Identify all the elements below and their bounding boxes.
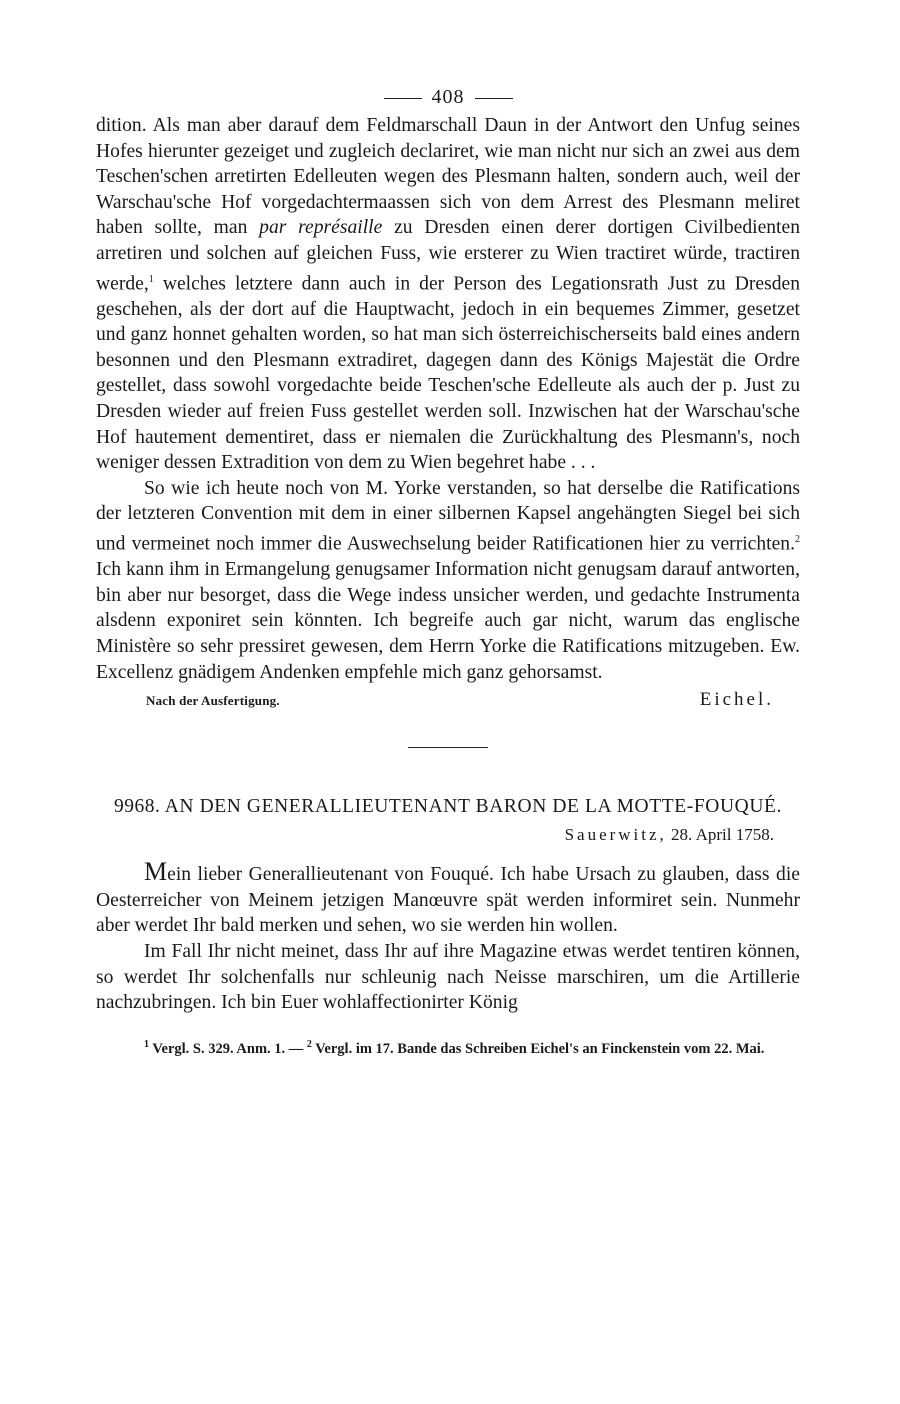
italic-phrase: par représaille (259, 217, 383, 239)
date-place: Sauerwitz, (564, 825, 667, 845)
footnote-mark: 1 (144, 1038, 149, 1050)
page-number-dash-right (475, 98, 513, 99)
letter-paragraph: Im Fall Ihr nicht meinet, dass Ihr auf ihre Magazine etwas werdet tentiren können, so werdet Ihr solchenfalls nur schleunig nach Neisse marschiren, um die Artillerie nachzubringen. Ich bin Euer wohlaffectionirter König (96, 940, 800, 1014)
paragraph-text: dition. Als man aber darauf dem Feldmarschall Daun in der Antwort den Unfug seines Hofes hierunter gezeiget und zugleich declariret, wie man nicht nur sich an zwei aus dem Teschen'schen arretirten Edelleuten wegen des Plesmann halten, sondern auch, weil der Warschau'sche Hof vorgedachtermaassen sich von dem Arrest des Plesmann meliret haben sollte, man (96, 115, 800, 239)
footnote-reference[interactable]: 1 (148, 273, 154, 285)
footnote-reference[interactable]: 2 (795, 534, 800, 546)
letter-heading (96, 794, 800, 819)
footnotes (96, 1034, 800, 1060)
signature-row (96, 689, 800, 711)
footnote-line (96, 1034, 800, 1060)
paragraph-text: So wie ich heute noch von M. Yorke verstanden, so hat derselbe die Ratifications der letzteren Convention mit dem in einer silbernen Kapsel angehängten Siegel bei sich und vermeinet noch immer die Auswechselung beider Ratificationen hier zu verrichten. (96, 477, 800, 555)
page-number-dash-left (384, 98, 422, 99)
page-number: 408 (431, 86, 465, 108)
initial-letter: M (144, 857, 168, 887)
page-number-line (96, 86, 800, 109)
paragraph-text: zu Dresden einen derer dortigen Civilbedienten arretiren und solchen auf gleichen Fuss, wie ersterer zu Wien tractiret würde, tractiren werde, (96, 217, 800, 295)
dateline (96, 825, 800, 845)
letter-title: AN DEN GENERALLIEUTENANT BARON DE LA MOTTE-FOUQUÉ. (164, 796, 783, 818)
document-page (96, 86, 800, 1060)
footnote-mark: 2 (306, 1038, 312, 1050)
paragraph-text: welches letztere dann auch in der Person des Legationsrath Just zu Dresden geschehen, als der dort auf die Hauptwacht, jedoch in ein bequemes Zimmer, gesetzet und ganz honnet gehalten worden, so hat man sich österreichischerseits bald eines andern besonnen und den Plesmann extradiret, dagegen dann des Königs Majestät die Ordre gestellet, dass sowohl vorgedachte beide Teschen'sche Edelleute als auch der p. Just zu Dresden wieder auf freien Fuss gestellet werden soll. Inzwischen hat der Warschau'sche Hof hautement dementiret, dass er niemalen die Zurückhaltung des Plesmann's, noch weniger dessen Extradition von dem zu Wien begehret habe . . . (96, 273, 800, 474)
source-note: Nach der Ausfertigung. (146, 693, 280, 709)
second-paragraph (96, 476, 800, 685)
footnote-text: Vergl. S. 329. Anm. 1. — (149, 1040, 307, 1057)
paragraph-text: ein lieber Generallieutenant von Fouqué. Ich habe Ursach zu glauben, dass die Oesterreicher von Meinem jetzigen Manœuvre spät werden informiret sein. Nunmehr aber werdet Ihr bald merken und sehen, wo sie werden hin wollen. (96, 864, 800, 937)
body-text (96, 113, 800, 685)
letter-number: 9968. (113, 796, 161, 818)
date: 28. April 1758. (671, 825, 774, 845)
section-divider (408, 747, 488, 748)
continuation-paragraph (96, 113, 800, 476)
letter-body (96, 859, 800, 1016)
signature: Eichel. (699, 689, 774, 711)
paragraph-text: Ich kann ihm in Ermangelung genugsamer Information nicht genugsam darauf antworten, bin aber nur besorget, dass die Wege indess unsicher werden, und gedachte Instrumenta alsdenn exponiret sein könnten. Ich begreife auch gar nicht, warum das englische Ministère so sehr pressiret gewesen, dem Herrn Yorke die Ratifications mitzugeben. Ew. Excellenz gnädigem Andenken empfehle mich ganz gehorsamst. (96, 559, 800, 683)
footnote-text: Vergl. im 17. Bande das Schreiben Eichel's an Finckenstein vom 22. Mai. (311, 1040, 765, 1057)
letter-paragraph (96, 859, 800, 939)
